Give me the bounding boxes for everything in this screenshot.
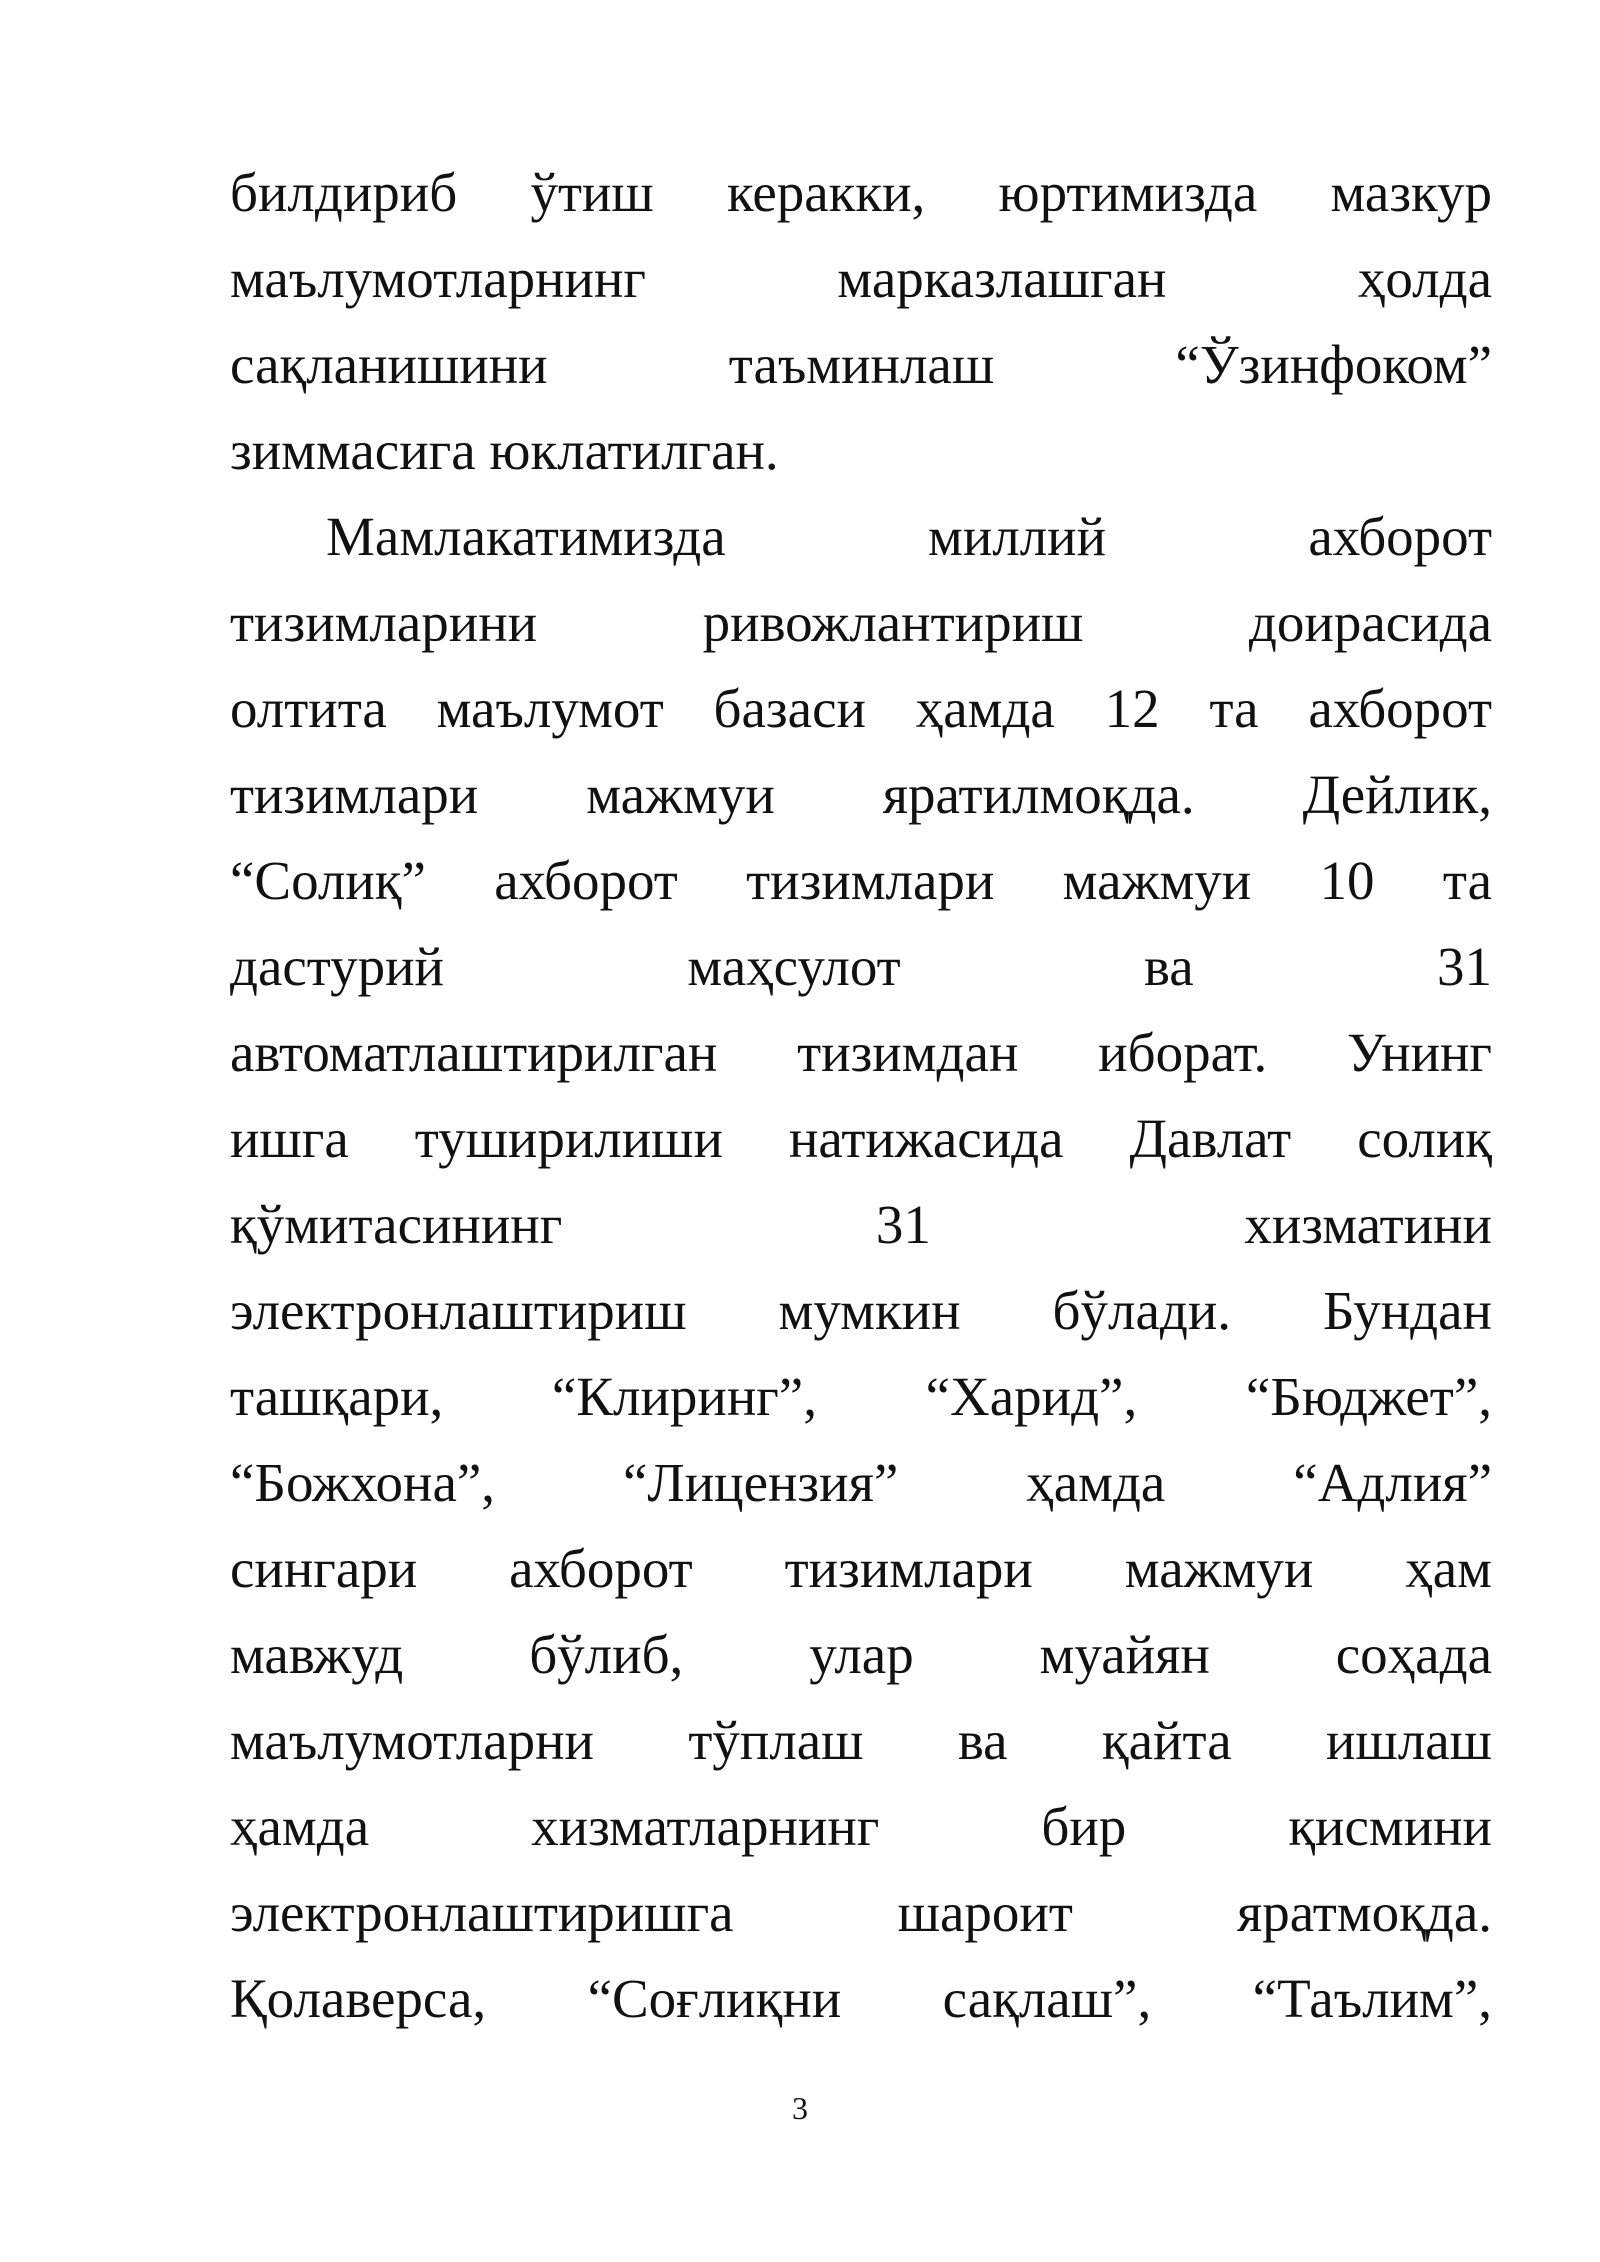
text-line: билдириб ўтиш керакки, юртимизда мазкур <box>230 162 1492 223</box>
text-line: автоматлаштирилган тизимдан иборат. Унинг <box>230 1022 1492 1083</box>
text-line: Қолаверса, “Соғлиқни сақлаш”, “Таълим”, <box>230 1968 1492 2029</box>
text-line: тизимларини ривожлантириш доирасида <box>230 592 1492 653</box>
text-line: ҳамда хизматларнинг бир қисмини <box>230 1796 1492 1857</box>
text-line: маълумотларни тўплаш ва қайта ишлаш <box>230 1710 1492 1771</box>
body-text <box>230 150 1492 2042</box>
text-line: сингари ахборот тизимлари мажмуи ҳам <box>230 1538 1492 1599</box>
text-line: олтита маълумот базаси ҳамда 12 та ахборот <box>230 678 1492 739</box>
text-line: Мамлакатимизда миллий ахборот <box>326 506 1492 567</box>
page-number: 3 <box>792 2090 808 2126</box>
text-line: дастурий маҳсулот ва 31 <box>230 936 1492 997</box>
text-line: қўмитасининг 31 хизматини <box>230 1194 1492 1255</box>
text-line: “Солиқ” ахборот тизимлари мажмуи 10 та <box>230 850 1492 911</box>
text-line: зиммасига юклатилган. <box>230 420 779 481</box>
text-line: ишга туширилиши натижасида Давлат солиқ <box>230 1108 1492 1169</box>
text-line: ташқари, “Клиринг”, “Харид”, “Бюджет”, <box>230 1366 1492 1427</box>
text-line: тизимлари мажмуи яратилмоқда. Дейлик, <box>230 764 1492 825</box>
text-line: “Божхона”, “Лицензия” ҳамда “Адлия” <box>230 1452 1492 1513</box>
text-line: маълумотларнинг марказлашган ҳолда <box>230 248 1492 309</box>
text-line: электронлаштириш мумкин бўлади. Бундан <box>230 1280 1492 1341</box>
text-line: электронлаштиришга шароит яратмоқда. <box>230 1882 1492 1943</box>
text-line: мавжуд бўлиб, улар муайян соҳада <box>230 1624 1492 1685</box>
text-line: сақланишини таъминлаш “Ўзинфоком” <box>230 334 1492 395</box>
